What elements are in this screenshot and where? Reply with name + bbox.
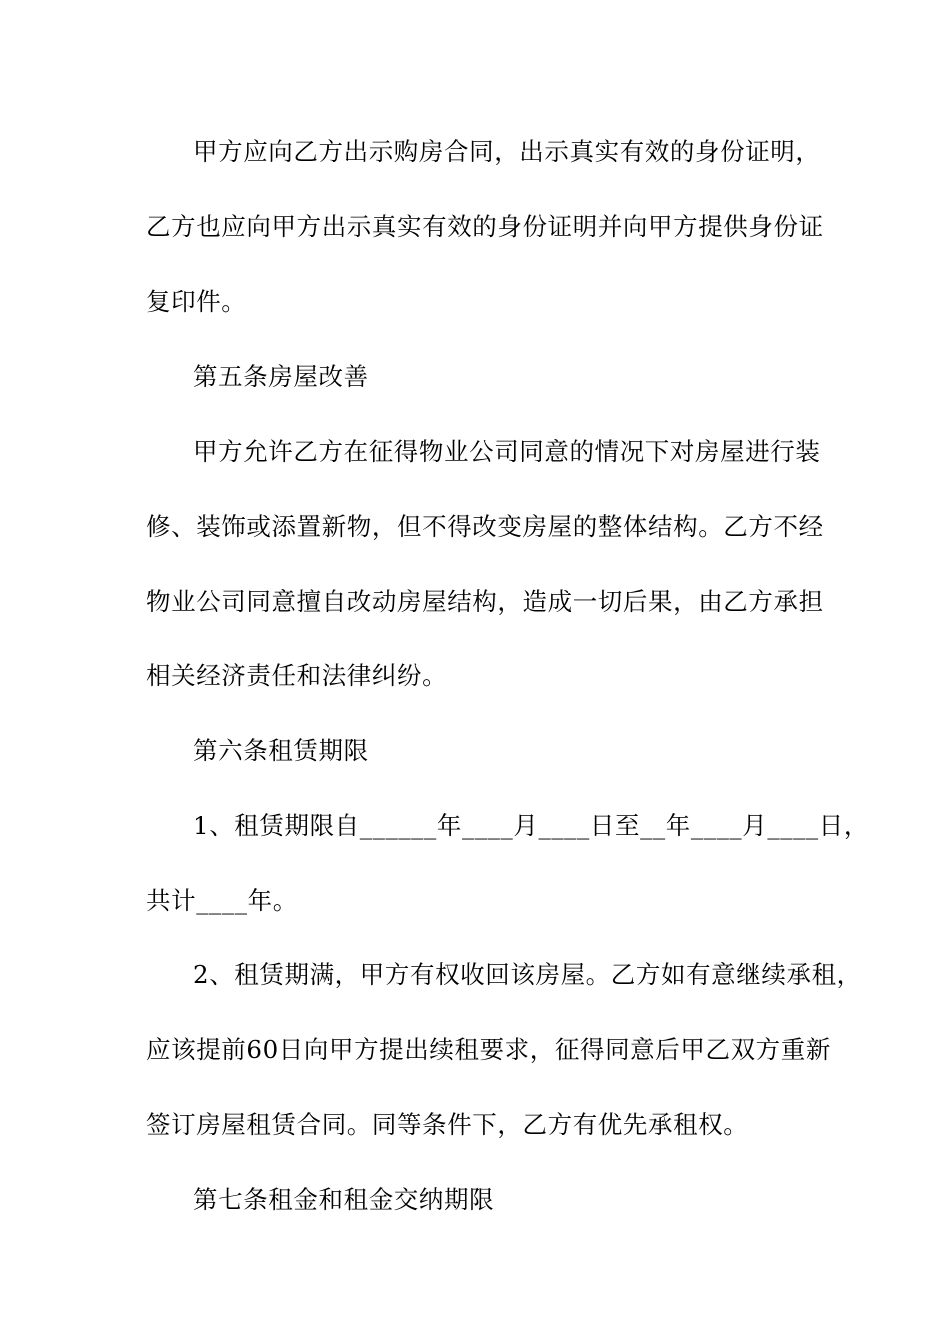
paragraph-line: 共计____年。 xyxy=(146,886,298,915)
paragraph-line: 签订房屋租赁合同。同等条件下，乙方有优先承租权。 xyxy=(146,1110,749,1139)
paragraph-line: 甲方应向乙方出示购房合同，出示真实有效的身份证明， xyxy=(193,137,821,166)
paragraph-line: 修、装饰或添置新物，但不得改变房屋的整体结构。乙方不经 xyxy=(146,512,824,541)
section-heading: 第五条房屋改善 xyxy=(193,362,369,391)
section-heading: 第七条租金和租金交纳期限 xyxy=(193,1185,495,1214)
paragraph-line: 应该提前60日向甲方提出续租要求，征得同意后甲乙双方重新 xyxy=(146,1035,831,1064)
paragraph-line: 甲方允许乙方在征得物业公司同意的情况下对房屋进行装 xyxy=(193,437,821,466)
paragraph-line: 1、租赁期限自______年____月____日至__年____月____日， xyxy=(193,811,869,840)
paragraph-line: 乙方也应向甲方出示真实有效的身份证明并向甲方提供身份证 xyxy=(146,212,824,241)
paragraph-line: 复印件。 xyxy=(146,287,247,316)
paragraph-line: 物业公司同意擅自改动房屋结构，造成一切后果，由乙方承担 xyxy=(146,587,824,616)
paragraph-line: 2、租赁期满，甲方有权收回该房屋。乙方如有意继续承租， xyxy=(193,960,862,989)
section-heading: 第六条租赁期限 xyxy=(193,736,369,765)
paragraph-line: 相关经济责任和法律纠纷。 xyxy=(146,661,448,690)
